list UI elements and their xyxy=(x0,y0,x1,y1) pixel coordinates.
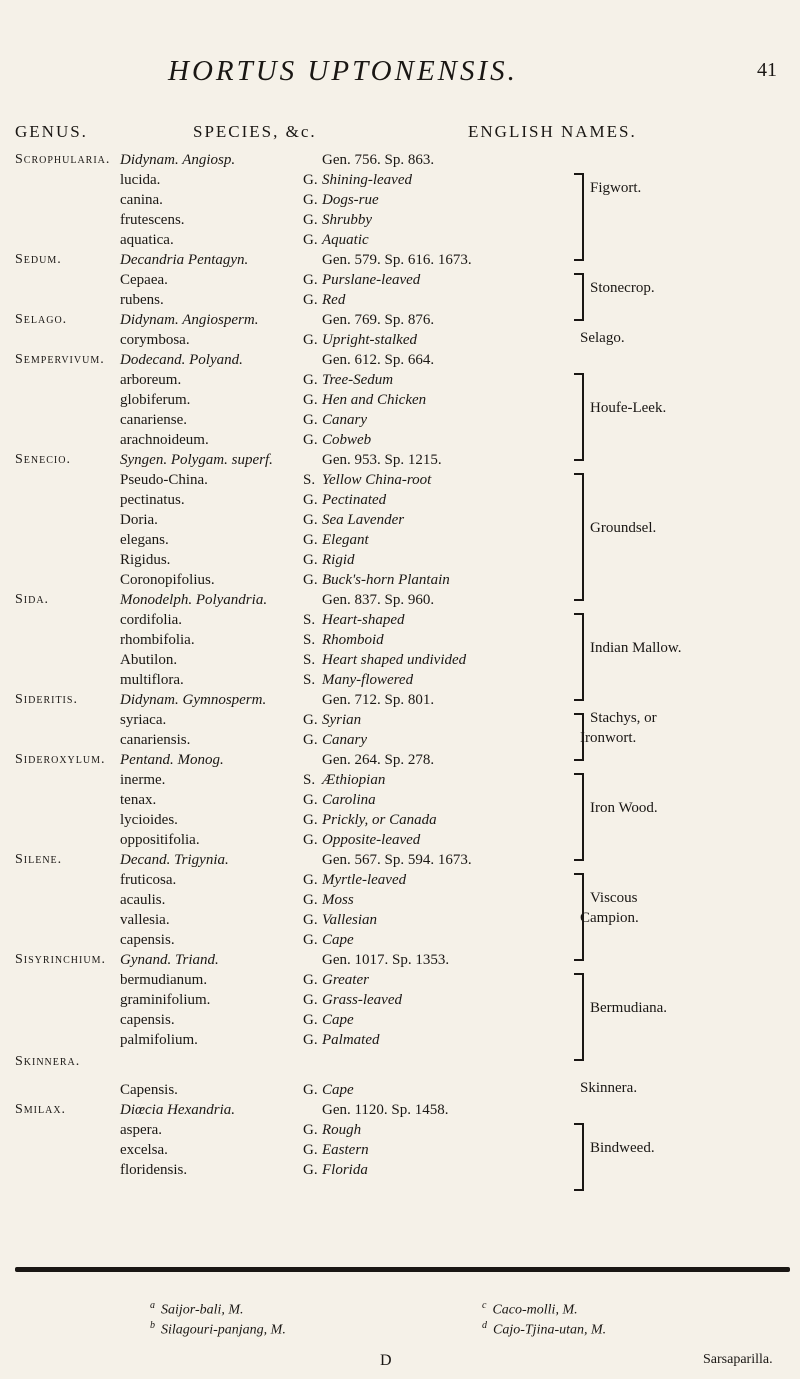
species-cell: Dodecand. Polyand. xyxy=(120,352,243,368)
location-cell: G. xyxy=(303,532,318,548)
english-name-cell: Grass-leaved xyxy=(322,992,402,1008)
common-name-label: Ironwort. xyxy=(580,730,637,746)
location-cell: G. xyxy=(303,292,318,308)
footnote xyxy=(150,1320,286,1339)
species-cell: aspera. xyxy=(120,1122,163,1138)
english-name-cell: Gen. 567. Sp. 594. 1673. xyxy=(322,852,472,868)
species-cell: Abutilon. xyxy=(120,652,178,668)
table-row xyxy=(0,350,800,370)
species-cell: arboreum. xyxy=(120,372,182,388)
english-name-cell: Heart-shaped xyxy=(322,612,405,628)
species-cell: tenax. xyxy=(120,792,157,808)
english-name-cell: Greater xyxy=(322,972,369,988)
genus-cell: Skinnera. xyxy=(15,1054,81,1069)
english-name-cell: Gen. 756. Sp. 863. xyxy=(322,152,435,168)
table-row xyxy=(0,730,800,750)
table-row xyxy=(0,610,800,630)
english-name-cell: Cape xyxy=(322,1082,354,1098)
english-name-cell: Prickly, or Canada xyxy=(322,812,437,828)
table-row xyxy=(0,390,800,410)
location-cell: S. xyxy=(303,632,316,648)
table-row xyxy=(0,590,800,610)
english-name-cell: Pectinated xyxy=(322,492,387,508)
grouping-brace xyxy=(574,173,584,261)
english-name-cell: Opposite-leaved xyxy=(322,832,421,848)
table-row xyxy=(0,990,800,1010)
page-number: 41 xyxy=(757,59,777,81)
english-name-cell: Rhomboid xyxy=(322,632,384,648)
location-cell: G. xyxy=(303,972,318,988)
english-name-cell: Upright-stalked xyxy=(322,332,417,348)
location-cell: G. xyxy=(303,1142,318,1158)
english-name-cell: Gen. 953. Sp. 1215. xyxy=(322,452,442,468)
grouping-brace xyxy=(574,373,584,461)
footnote-mark: a xyxy=(150,1300,155,1311)
english-name-cell: Myrtle-leaved xyxy=(322,872,407,888)
common-name-label: Stonecrop. xyxy=(590,280,655,296)
location-cell: G. xyxy=(303,332,318,348)
table-row xyxy=(0,950,800,970)
genus-cell: Smilax. xyxy=(15,1102,67,1117)
table-row xyxy=(0,1052,800,1072)
species-cell: Rigidus. xyxy=(120,552,171,568)
grouping-brace xyxy=(574,1123,584,1191)
genus-cell: Sida. xyxy=(15,592,50,607)
common-name-label: Campion. xyxy=(580,910,639,926)
table-row xyxy=(0,290,800,310)
grouping-brace xyxy=(574,773,584,861)
table-row xyxy=(0,970,800,990)
table-row xyxy=(0,170,800,190)
species-cell: Capensis. xyxy=(120,1082,178,1098)
species-cell: syriaca. xyxy=(120,712,167,728)
species-cell: Diœcia Hexandria. xyxy=(120,1102,235,1118)
table-row xyxy=(0,850,800,870)
english-name-cell: Gen. 1120. Sp. 1458. xyxy=(322,1102,449,1118)
genus-cell: Senecio. xyxy=(15,452,71,467)
location-cell: G. xyxy=(303,392,318,408)
english-name-cell: Gen. 712. Sp. 801. xyxy=(322,692,435,708)
table-row xyxy=(0,210,800,230)
english-name-cell: Gen. 1017. Sp. 1353. xyxy=(322,952,450,968)
location-cell: G. xyxy=(303,1162,318,1178)
table-row xyxy=(0,790,800,810)
table-row xyxy=(0,670,800,690)
table-row xyxy=(0,310,800,330)
species-cell: fruticosa. xyxy=(120,872,177,888)
species-cell: Pentand. Monog. xyxy=(120,752,224,768)
common-name-label: Skinnera. xyxy=(580,1080,638,1096)
table-row xyxy=(0,1010,800,1030)
footnote-mark: d xyxy=(482,1320,487,1331)
species-cell: Didynam. Gymnosperm. xyxy=(120,692,267,708)
species-cell: frutescens. xyxy=(120,212,185,228)
table-row xyxy=(0,330,800,350)
table-row xyxy=(0,570,800,590)
genus-cell: Sisyrinchium. xyxy=(15,952,106,967)
table-row xyxy=(0,530,800,550)
species-cell: Monodelph. Polyandria. xyxy=(120,592,268,608)
species-cell: Didynam. Angiosperm. xyxy=(120,312,259,328)
location-cell: G. xyxy=(303,552,318,568)
common-name-label: Iron Wood. xyxy=(590,800,658,816)
english-name-cell: Gen. 612. Sp. 664. xyxy=(322,352,435,368)
common-name-label: Viscous xyxy=(590,890,638,906)
species-cell: lycioides. xyxy=(120,812,178,828)
species-cell: aquatica. xyxy=(120,232,174,248)
english-name-cell: Shrubby xyxy=(322,212,372,228)
genus-cell: Sedum. xyxy=(15,252,62,267)
location-cell: G. xyxy=(303,172,318,188)
english-name-cell: Æthiopian xyxy=(322,772,386,788)
location-cell: G. xyxy=(303,272,318,288)
english-name-cell: Syrian xyxy=(322,712,362,728)
english-name-cell: Elegant xyxy=(322,532,369,548)
species-cell: acaulis. xyxy=(120,892,166,908)
species-cell: corymbosa. xyxy=(120,332,190,348)
english-name-cell: Sea Lavender xyxy=(322,512,405,528)
species-cell: rubens. xyxy=(120,292,164,308)
location-cell: G. xyxy=(303,1122,318,1138)
species-cell: elegans. xyxy=(120,532,169,548)
footnote-mark: b xyxy=(150,1320,155,1331)
page-title: HORTUS UPTONENSIS. xyxy=(168,55,518,87)
common-name-label: Figwort. xyxy=(590,180,642,196)
location-cell: G. xyxy=(303,932,318,948)
location-cell: G. xyxy=(303,212,318,228)
footnote xyxy=(150,1300,244,1319)
english-name-cell: Carolina xyxy=(322,792,376,808)
table-row xyxy=(0,430,800,450)
location-cell: S. xyxy=(303,612,316,628)
table-row xyxy=(0,890,800,910)
table-row xyxy=(0,250,800,270)
english-name-cell: Gen. 264. Sp. 278. xyxy=(322,752,435,768)
table-row xyxy=(0,690,800,710)
location-cell: G. xyxy=(303,1012,318,1028)
species-cell: rhombifolia. xyxy=(120,632,195,648)
table-row xyxy=(0,270,800,290)
footnote-rule xyxy=(15,1267,790,1272)
english-name-cell: Heart shaped undivided xyxy=(322,652,467,668)
english-name-cell: Canary xyxy=(322,732,367,748)
english-name-cell: Moss xyxy=(322,892,354,908)
table-row xyxy=(0,470,800,490)
species-cell: excelsa. xyxy=(120,1142,168,1158)
catchword: Sarsaparilla. xyxy=(703,1352,773,1367)
species-cell: Decandria Pentagyn. xyxy=(120,252,249,268)
table-row xyxy=(0,150,800,170)
table-row xyxy=(0,230,800,250)
species-cell: globiferum. xyxy=(120,392,191,408)
location-cell: G. xyxy=(303,192,318,208)
species-cell: Didynam. Angiosp. xyxy=(120,152,236,168)
footnote xyxy=(482,1300,578,1319)
species-cell: Decand. Trigynia. xyxy=(120,852,229,868)
english-name-cell: Rough xyxy=(322,1122,362,1138)
english-name-cell: Cape xyxy=(322,932,354,948)
common-name-label: Groundsel. xyxy=(590,520,657,536)
table-row xyxy=(0,1120,800,1140)
english-name-cell: Eastern xyxy=(322,1142,369,1158)
table-row xyxy=(0,830,800,850)
species-cell: multiflora. xyxy=(120,672,184,688)
location-cell: S. xyxy=(303,472,316,488)
location-cell: G. xyxy=(303,712,318,728)
grouping-brace xyxy=(574,273,584,321)
table-row xyxy=(0,550,800,570)
genus-cell: Silene. xyxy=(15,852,63,867)
location-cell: S. xyxy=(303,672,316,688)
grouping-brace xyxy=(574,613,584,701)
location-cell: G. xyxy=(303,992,318,1008)
table-row xyxy=(0,710,800,730)
english-name-cell: Buck's-horn Plantain xyxy=(322,572,450,588)
english-name-cell: Yellow China-root xyxy=(322,472,432,488)
english-name-cell: Hen and Chicken xyxy=(322,392,427,408)
location-cell: G. xyxy=(303,732,318,748)
common-name-label: Houfe-Leek. xyxy=(590,400,667,416)
table-row xyxy=(0,810,800,830)
species-cell: canina. xyxy=(120,192,163,208)
species-cell: Coronopifolius. xyxy=(120,572,215,588)
location-cell: G. xyxy=(303,792,318,808)
genus-cell: Selago. xyxy=(15,312,68,327)
english-name-cell: Aquatic xyxy=(322,232,369,248)
common-name-label: Indian Mallow. xyxy=(590,640,682,656)
english-name-cell: Many-flowered xyxy=(322,672,414,688)
species-cell: lucida. xyxy=(120,172,161,188)
table-row xyxy=(0,770,800,790)
species-cell: canariensis. xyxy=(120,732,191,748)
location-cell: G. xyxy=(303,512,318,528)
table-row xyxy=(0,1160,800,1180)
english-name-cell: Tree-Sedum xyxy=(322,372,394,388)
table-row xyxy=(0,190,800,210)
footnote-text: Caco-molli, M. xyxy=(492,1302,578,1318)
location-cell: S. xyxy=(303,652,316,668)
footnote xyxy=(482,1320,606,1339)
location-cell: G. xyxy=(303,492,318,508)
footnote-text: Silagouri-panjang, M. xyxy=(161,1322,286,1338)
species-cell: Pseudo-China. xyxy=(120,472,208,488)
species-cell: capensis. xyxy=(120,932,175,948)
location-cell: G. xyxy=(303,432,318,448)
table-row xyxy=(0,910,800,930)
table-row xyxy=(0,930,800,950)
location-cell: G. xyxy=(303,912,318,928)
grouping-brace xyxy=(574,473,584,601)
species-cell: Gynand. Triand. xyxy=(120,952,219,968)
english-name-cell: Dogs-rue xyxy=(322,192,379,208)
common-name-label: Bindweed. xyxy=(590,1140,655,1156)
species-cell: inerme. xyxy=(120,772,166,788)
species-cell: palmifolium. xyxy=(120,1032,198,1048)
english-name-cell: Canary xyxy=(322,412,367,428)
footnote-text: Cajo-Tjina-utan, M. xyxy=(493,1322,607,1338)
location-cell: G. xyxy=(303,812,318,828)
english-name-cell: Gen. 837. Sp. 960. xyxy=(322,592,435,608)
english-name-cell: Palmated xyxy=(322,1032,380,1048)
species-cell: oppositifolia. xyxy=(120,832,200,848)
genus-cell: Sideroxylum. xyxy=(15,752,106,767)
species-cell: floridensis. xyxy=(120,1162,188,1178)
location-cell: G. xyxy=(303,372,318,388)
table-row xyxy=(0,370,800,390)
species-cell: graminifolium. xyxy=(120,992,211,1008)
column-header-species: SPECIES, &c. xyxy=(193,122,317,141)
signature-mark: D xyxy=(380,1352,392,1369)
column-header-english: ENGLISH NAMES. xyxy=(468,122,637,141)
common-name-label: Selago. xyxy=(580,330,625,346)
location-cell: G. xyxy=(303,572,318,588)
species-cell: Doria. xyxy=(120,512,158,528)
footnote-mark: c xyxy=(482,1300,487,1311)
species-cell: vallesia. xyxy=(120,912,170,928)
grouping-brace xyxy=(574,973,584,1061)
english-name-cell: Red xyxy=(322,292,346,308)
location-cell: G. xyxy=(303,1082,318,1098)
table-row xyxy=(0,1100,800,1120)
table-row xyxy=(0,870,800,890)
table-row xyxy=(0,750,800,770)
english-name-cell: Gen. 769. Sp. 876. xyxy=(322,312,435,328)
species-cell: canariense. xyxy=(120,412,188,428)
species-cell: Syngen. Polygam. superf. xyxy=(120,452,273,468)
english-name-cell: Shining-leaved xyxy=(322,172,412,188)
species-cell: arachnoideum. xyxy=(120,432,209,448)
table-row xyxy=(0,410,800,430)
genus-cell: Sempervivum. xyxy=(15,352,105,367)
english-name-cell: Rigid xyxy=(322,552,355,568)
table-row xyxy=(0,1140,800,1160)
english-name-cell: Cobweb xyxy=(322,432,372,448)
species-cell: capensis. xyxy=(120,1012,175,1028)
table-row xyxy=(0,450,800,470)
common-name-label: Bermudiana. xyxy=(590,1000,668,1016)
english-name-cell: Florida xyxy=(322,1162,368,1178)
english-name-cell: Purslane-leaved xyxy=(322,272,421,288)
english-name-cell: Gen. 579. Sp. 616. 1673. xyxy=(322,252,472,268)
footnote-text: Saijor-bali, M. xyxy=(161,1302,244,1318)
location-cell: S. xyxy=(303,772,316,788)
species-cell: pectinatus. xyxy=(120,492,185,508)
table-row xyxy=(0,1080,800,1100)
location-cell: G. xyxy=(303,872,318,888)
species-cell: Cepaea. xyxy=(120,272,168,288)
species-cell: cordifolia. xyxy=(120,612,183,628)
location-cell: G. xyxy=(303,412,318,428)
table-row xyxy=(0,1030,800,1050)
english-name-cell: Cape xyxy=(322,1012,354,1028)
location-cell: G. xyxy=(303,892,318,908)
location-cell: G. xyxy=(303,232,318,248)
running-header xyxy=(0,55,800,95)
genus-cell: Sideritis. xyxy=(15,692,78,707)
table-row xyxy=(0,490,800,510)
common-name-label: Stachys, or xyxy=(590,710,657,726)
table-row xyxy=(0,510,800,530)
genus-cell: Scrophularia. xyxy=(15,152,111,167)
column-header-genus: GENUS. xyxy=(15,122,88,141)
location-cell: G. xyxy=(303,832,318,848)
english-name-cell: Vallesian xyxy=(322,912,377,928)
location-cell: G. xyxy=(303,1032,318,1048)
species-cell: bermudianum. xyxy=(120,972,208,988)
